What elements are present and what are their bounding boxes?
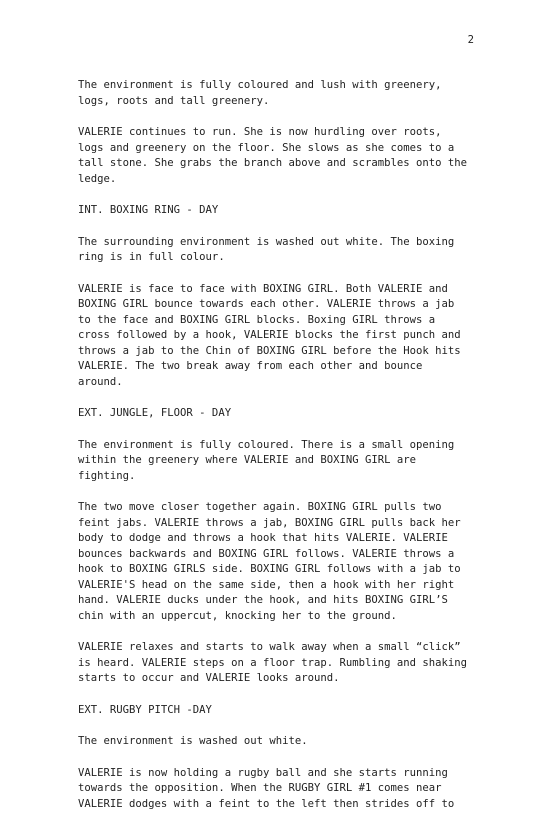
script-body [78, 78, 518, 828]
action-paragraph: VALERIE is face to face with BOXING GIRL. Both VALERIE and BOXING GIRL bounce towards each other. VALERIE throws a jab to the face and BOXING GIRL blocks. Boxing GIRL throws a cross followed by a hook, VALERIE blocks the first punch and throws a jab to the Chin of BOXING GIRL before the Hook hits VALERIE. The two break away from each other and bounce around. [78, 282, 461, 388]
scene-heading: EXT. RUGBY PITCH -DAY [78, 703, 212, 716]
action-paragraph: The surrounding environment is washed out white. The boxing ring is in full colour. [78, 235, 455, 263]
action-paragraph: VALERIE continues to run. She is now hurdling over roots, logs and greenery on the floor. She slows as she comes to a tall stone. She grabs the branch above and scrambles onto the ledge. [78, 126, 468, 185]
action-paragraph: The two move closer together again. BOXING GIRL pulls two feint jabs. VALERIE throws a jab, BOXING GIRL pulls back her body to dodge and throws a hook that hits VALERIE. VALERIE bounces backwards and BOXING GIRL follows. VALERIE throws a hook to BOXING GIRLS side. BOXING GIRL follows with a jab to VALERIE'S head on the same side, then a hook with her right hand. VALERIE ducks under the hook, and hits BOXING GIRL’S chin with an uppercut, knocking her to the ground. [78, 501, 461, 622]
scene-heading: INT. BOXING RING - DAY [78, 204, 219, 216]
scene-heading: EXT. JUNGLE, FLOOR - DAY [78, 407, 232, 419]
action-paragraph: VALERIE relaxes and starts to walk away when a small “click” is heard. VALERIE steps on a floor trap. Rumbling and shaking starts to occur and VALERIE looks around. [78, 641, 468, 684]
action-paragraph: The environment is fully coloured and lush with greenery, logs, roots and tall greenery. [78, 79, 442, 107]
page-number: 2 [467, 34, 474, 46]
action-paragraph: The environment is washed out white. [78, 735, 308, 747]
action-paragraph: The environment is fully coloured. There is a small opening within the greenery where VALERIE and BOXING GIRL are fighting. [78, 438, 455, 482]
action-paragraph: VALERIE is now holding a rugby ball and she starts running towards the opposition. When the RUGBY GIRL #1 comes near VALERIE dodges with a feint to the left then strides off to [78, 766, 455, 810]
